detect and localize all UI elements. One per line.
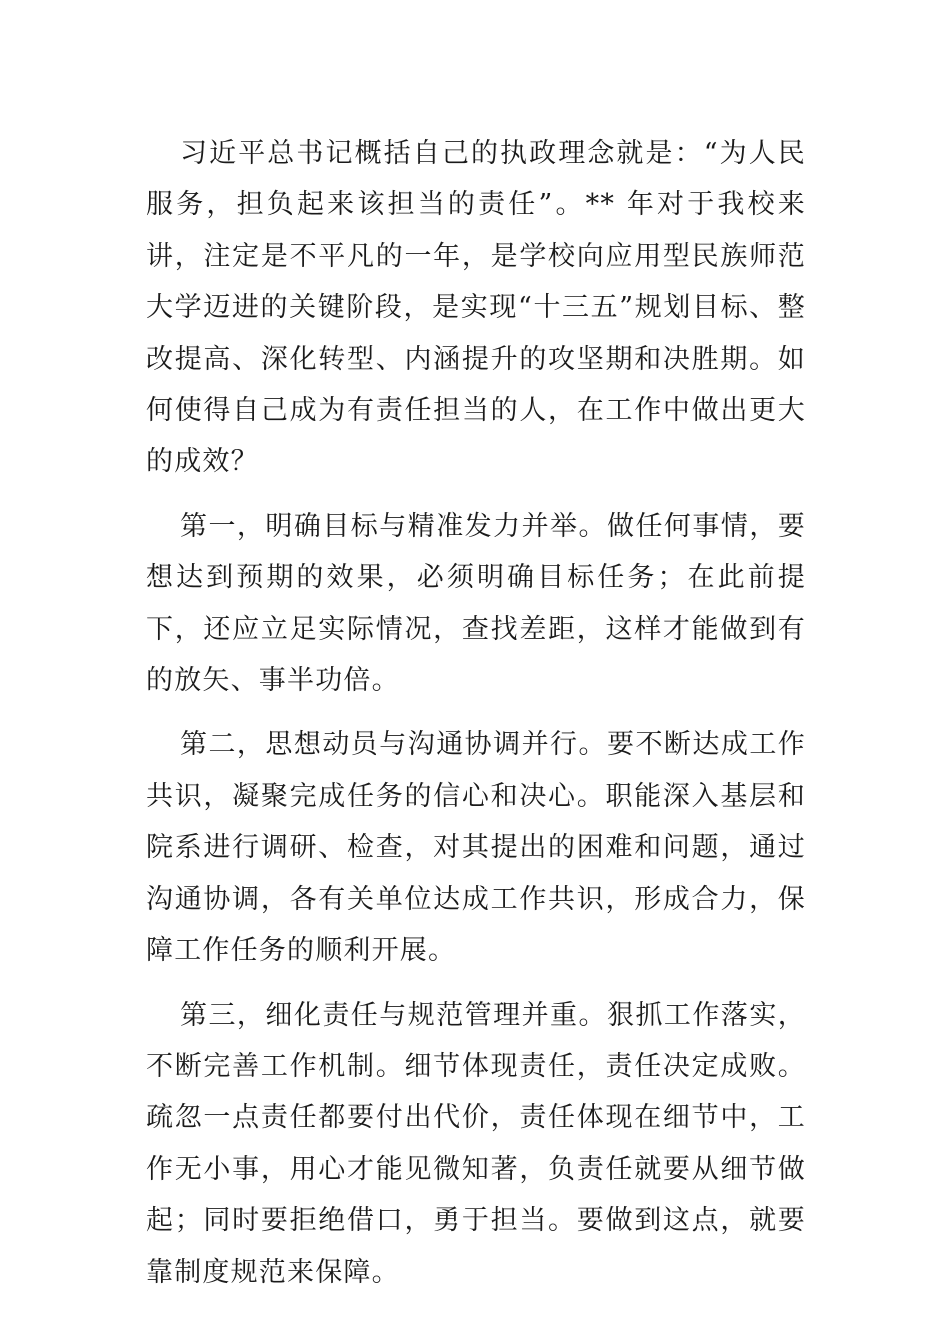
paragraph-second-point: 第二，思想动员与沟通协调并行。要不断达成工作共识，凝聚完成任务的信心和决心。职能深入基层和院系进行调研、检查，对其提出的困难和问题，通过沟通协调，各有关单位达成工作共识，形成合力，保障工作任务的顺利开展。 xyxy=(146,729,806,967)
document-body xyxy=(146,128,806,1298)
paragraph-intro: 习近平总书记概括自己的执政理念就是：“为人民服务，担负起来该担当的责任”。** 年对于我校来讲，注定是不平凡的一年，是学校向应用型民族师范大学迈进的关键阶段，是实现“十三五”规划目标、整改提高、深化转型、内涵提升的攻坚期和决胜期。如何使得自己成为有责任担当的人，在工作中做出更大的成效？ xyxy=(146,138,806,478)
paragraph-first-point: 第一，明确目标与精准发力并举。做任何事情，要想达到预期的效果，必须明确目标任务；在此前提下，还应立足实际情况，查找差距，这样才能做到有的放矢、事半功倍。 xyxy=(146,510,806,697)
paragraph-third-point: 第三，细化责任与规范管理并重。狠抓工作落实，不断完善工作机制。细节体现责任，责任决定成败。疏忽一点责任都要付出代价，责任体现在细节中，工作无小事，用心才能见微知著，负责任就要从细节做起；同时要拒绝借口，勇于担当。要做到这点，就要靠制度规范来保障。 xyxy=(146,999,806,1288)
